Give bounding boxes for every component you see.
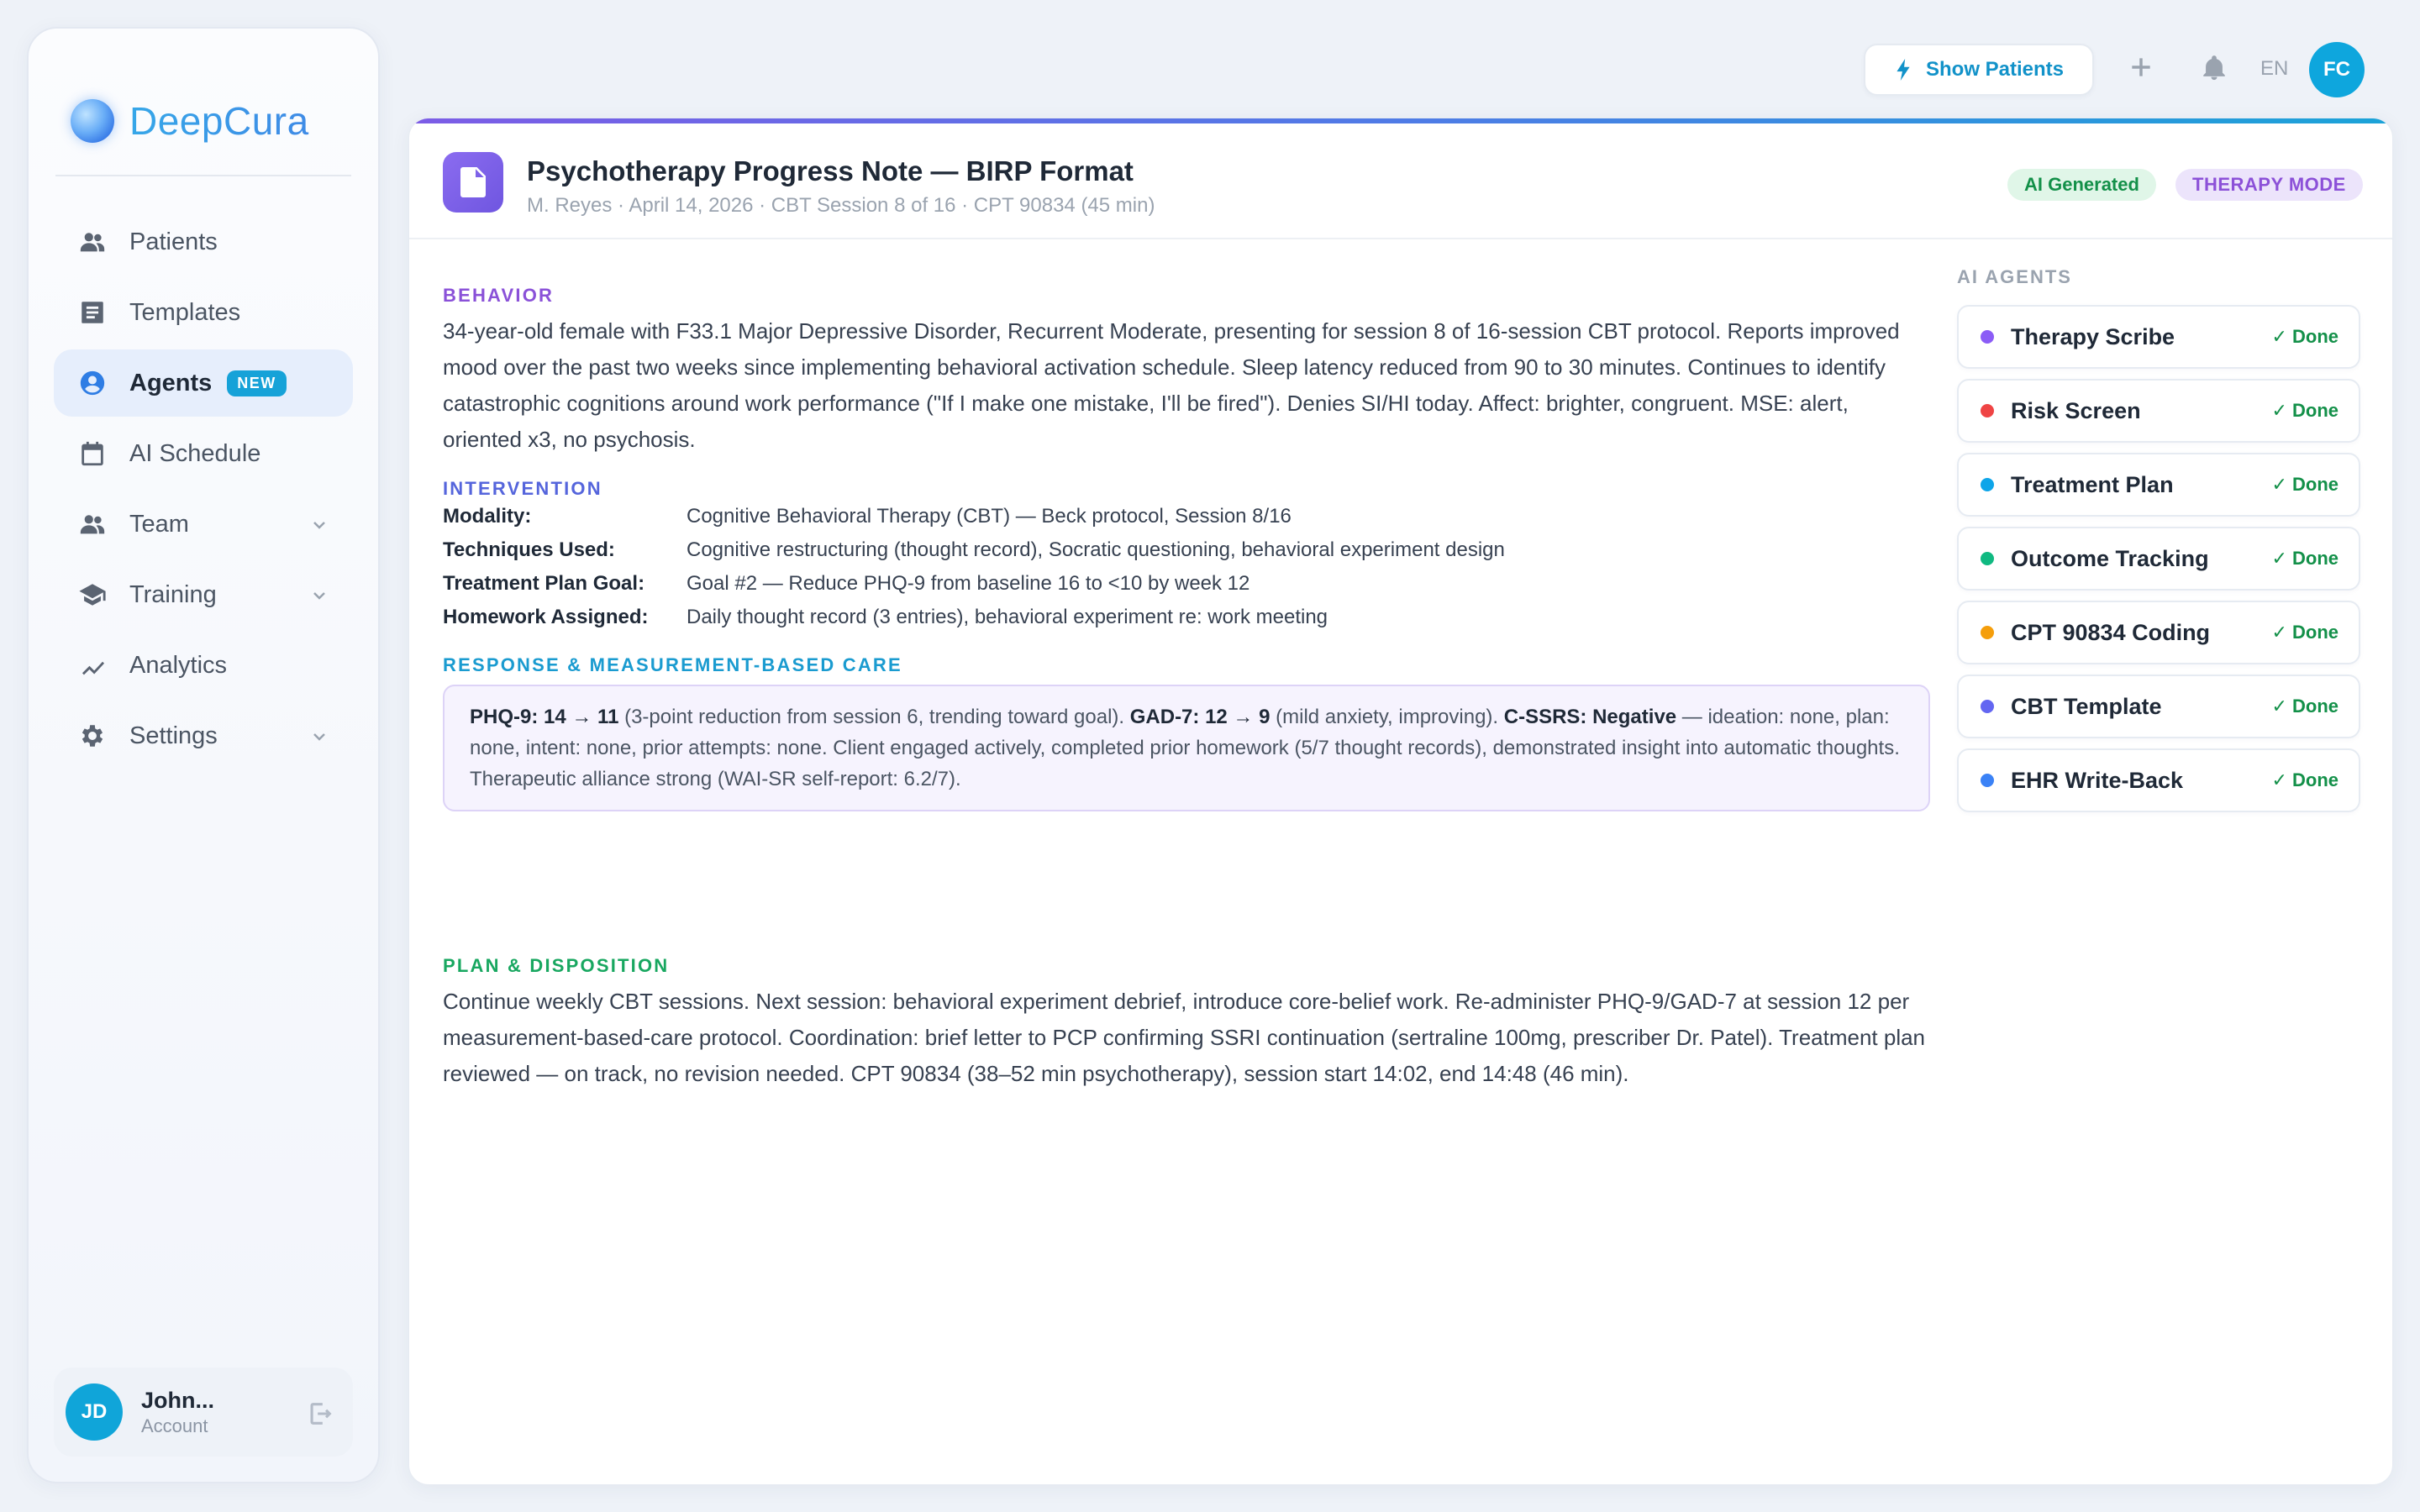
note-header	[409, 123, 2392, 239]
ai-generated-badge: AI Generated	[2007, 169, 2156, 201]
status-dot	[1981, 330, 1994, 344]
intervention-value: Daily thought record (3 entries), behavioral experiment re: work meeting	[687, 606, 1328, 628]
sidebar-item-label: Training	[129, 580, 217, 608]
lightning-icon	[1894, 59, 1912, 81]
sidebar-item-team[interactable]	[54, 491, 353, 558]
intervention-value: Goal #2 — Reduce PHQ-9 from baseline 16 to <10 by week 12	[687, 572, 1250, 595]
account-subtitle: Account	[141, 1415, 208, 1436]
account-info	[141, 1388, 214, 1437]
logo-orb-icon	[71, 99, 114, 143]
show-patients-button[interactable]	[1864, 44, 2094, 96]
agent-name: Therapy Scribe	[2011, 323, 2175, 349]
sidebar-divider	[55, 175, 351, 176]
note-title: Psychotherapy Progress Note — BIRP Format	[527, 155, 1134, 186]
behavior-section	[443, 285, 1930, 458]
intervention-key: Modality:	[443, 505, 532, 528]
chevron-down-icon[interactable]	[309, 585, 329, 605]
cssrs-result: C-SSRS: Negative	[1503, 706, 1677, 728]
sidebar-item-label: Team	[129, 510, 189, 538]
trend-line-icon	[77, 650, 108, 680]
sidebar-item-patients[interactable]	[54, 208, 353, 276]
sidebar-item-training[interactable]	[54, 561, 353, 628]
intervention-section	[443, 478, 1930, 634]
intervention-key: Homework Assigned:	[443, 606, 649, 628]
gad7-score: GAD-7: 12 → 9	[1129, 706, 1270, 728]
new-badge: NEW	[227, 370, 287, 396]
team-icon	[77, 509, 108, 539]
logout-icon[interactable]	[306, 1399, 334, 1428]
status-badge: ✓ Done	[2271, 696, 2338, 717]
status-badge: ✓ Done	[2271, 548, 2338, 569]
chevron-down-icon[interactable]	[309, 726, 329, 746]
plus-icon[interactable]	[2128, 54, 2154, 81]
agent-name: CPT 90834 Coding	[2011, 619, 2211, 645]
user-circle-icon	[77, 368, 108, 398]
user-avatar[interactable]: FC	[2309, 42, 2365, 97]
account-name: John...	[141, 1387, 214, 1413]
sidebar-item-ai-schedule[interactable]	[54, 420, 353, 487]
graduation-cap-icon	[77, 580, 108, 610]
therapy-mode-badge: THERAPY MODE	[2175, 169, 2363, 201]
sidebar	[27, 27, 380, 1483]
agent-cpt-coding[interactable]	[1957, 601, 2360, 664]
sidebar-item-label: AI Schedule	[129, 439, 261, 467]
avatar[interactable]: JD	[66, 1383, 123, 1441]
intervention-row	[443, 533, 1930, 567]
document-list-icon	[77, 297, 108, 328]
sidebar-item-label: Settings	[129, 722, 218, 749]
response-section	[443, 654, 1930, 811]
account-panel[interactable]	[54, 1368, 353, 1457]
gad7-detail: (mild anxiety, improving).	[1270, 706, 1504, 728]
intervention-key: Techniques Used:	[443, 538, 615, 561]
users-icon	[77, 227, 108, 257]
brand-name: DeepCura	[129, 99, 309, 143]
status-badge: ✓ Done	[2271, 400, 2338, 421]
agent-name: Outcome Tracking	[2011, 545, 2209, 571]
note-subtitle: M. Reyes · April 14, 2026 · CBT Session 8 of 16 · CPT 90834 (45 min)	[527, 194, 1155, 217]
measurement-box	[443, 685, 1930, 811]
sidebar-item-templates[interactable]	[54, 279, 353, 346]
intervention-row	[443, 500, 1930, 533]
sidebar-item-label: Patients	[129, 228, 218, 255]
plan-text: Continue weekly CBT sessions. Next session: behavioral experiment debrief, introduce core-belief work. Re-administer PHQ-9/GAD-7 at session 12 per measurement-based-care protocol. Coordination: brief letter to PCP confirming SSRI continuation (sertraline 100mg, prescriber Dr. Patel). Treatment plan reviewed — on track, no revision needed. CPT 90834 (38–52 min psychotherapy), session start 14:02, end 14:48 (46 min).	[443, 989, 1926, 1086]
status-badge: ✓ Done	[2271, 326, 2338, 347]
intervention-key: Treatment Plan Goal:	[443, 572, 645, 595]
ai-agents-panel	[1957, 266, 2360, 822]
sidebar-item-agents[interactable]	[54, 349, 353, 417]
agent-treatment-plan[interactable]	[1957, 453, 2360, 517]
intervention-row	[443, 567, 1930, 601]
calendar-icon	[77, 438, 108, 469]
plan-label: PLAN & DISPOSITION	[443, 955, 670, 976]
sidebar-item-settings[interactable]	[54, 702, 353, 769]
agent-name: Treatment Plan	[2011, 471, 2174, 497]
intervention-row	[443, 601, 1930, 634]
intervention-value: Cognitive restructuring (thought record), Socratic questioning, behavioral experiment design	[687, 538, 1505, 561]
intervention-label: INTERVENTION	[443, 478, 602, 499]
bell-icon[interactable]	[2200, 54, 2228, 82]
behavior-text: 34-year-old female with F33.1 Major Depressive Disorder, Recurrent Moderate, presenting for session 8 of 16-session CBT protocol. Reports improved mood over the past two weeks since implementing behavioral activation schedule. Sleep latency reduced from 90 to 30 minutes. Continues to identify catastrophic cognitions around work performance ("If I make one mistake, I'll be fired"). Denies SI/HI today. Affect: brighter, congruent. MSE: alert, oriented x3, no psychosis.	[443, 318, 1900, 452]
sidebar-item-label: Agents	[129, 369, 213, 396]
status-dot	[1981, 774, 1994, 787]
phq9-detail: (3-point reduction from session 6, trending toward goal).	[618, 706, 1130, 728]
status-badge: ✓ Done	[2271, 622, 2338, 643]
phq9-score: PHQ-9: 14 → 11	[470, 706, 619, 728]
status-badge: ✓ Done	[2271, 769, 2338, 790]
agent-name: CBT Template	[2011, 693, 2162, 719]
sidebar-item-analytics[interactable]	[54, 632, 353, 699]
agent-name: EHR Write-Back	[2011, 767, 2184, 793]
status-dot	[1981, 404, 1994, 417]
response-detail: — ideation: none, plan: none, intent: none, prior attempts: none. Client engaged actively, completed prior homework (5/7 thought records), demonstrated insight into automatic thoughts. Therapeutic alliance strong (WAI-SR self-report: 6.2/7).	[470, 706, 1900, 790]
status-dot	[1981, 700, 1994, 713]
language-selector[interactable]: EN	[2260, 57, 2289, 80]
agent-cbt-template[interactable]	[1957, 675, 2360, 738]
agent-outcome-tracking[interactable]	[1957, 527, 2360, 591]
status-badge: ✓ Done	[2271, 474, 2338, 495]
agents-title: AI AGENTS	[1957, 266, 2072, 287]
sidebar-item-label: Templates	[129, 298, 241, 326]
status-dot	[1981, 552, 1994, 565]
plan-section	[443, 955, 1930, 1092]
status-dot	[1981, 626, 1994, 639]
agent-ehr-write-back[interactable]	[1957, 748, 2360, 812]
response-label: RESPONSE & MEASUREMENT-BASED CARE	[443, 654, 902, 675]
document-icon	[443, 152, 503, 213]
agent-therapy-scribe[interactable]	[1957, 305, 2360, 369]
progress-note-card	[408, 118, 2393, 1485]
sidebar-item-label: Analytics	[129, 651, 228, 679]
status-dot	[1981, 478, 1994, 491]
sidebar-nav	[54, 208, 353, 773]
show-patients-label: Show Patients	[1925, 58, 2065, 81]
brand-logo[interactable]	[71, 97, 309, 144]
agent-name: Risk Screen	[2011, 397, 2141, 423]
intervention-value: Cognitive Behavioral Therapy (CBT) — Beck protocol, Session 8/16	[687, 505, 1292, 528]
gear-icon	[77, 721, 108, 751]
agent-risk-screen[interactable]	[1957, 379, 2360, 443]
chevron-down-icon[interactable]	[309, 514, 329, 534]
behavior-label: BEHAVIOR	[443, 285, 555, 306]
